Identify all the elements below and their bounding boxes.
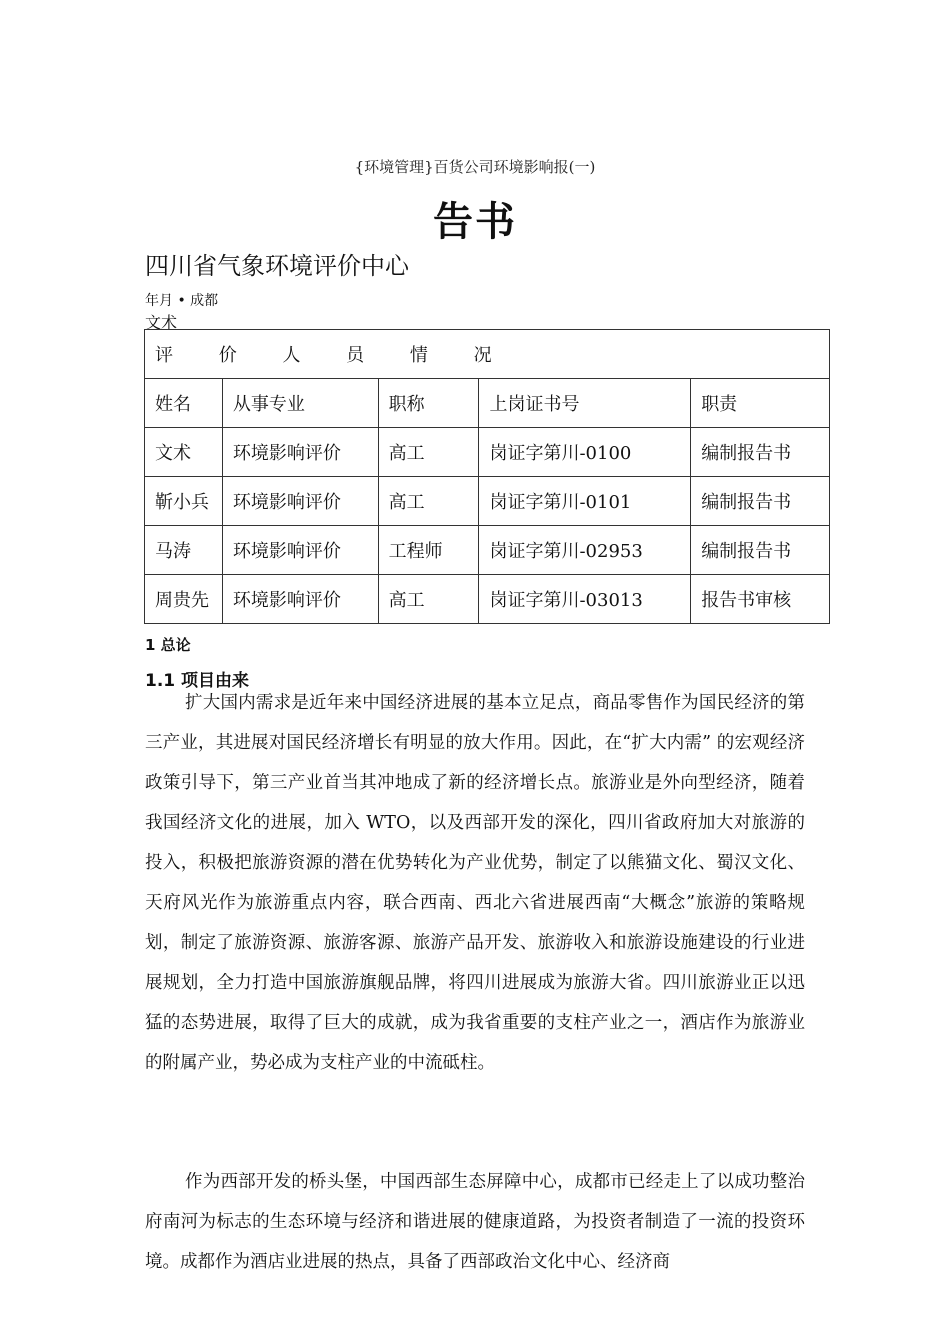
table-row [145, 428, 830, 477]
table-caption-row [145, 330, 830, 379]
table-cell: 环境影响评价 [222, 428, 378, 477]
table-row [145, 575, 830, 624]
author-name: 文术 [145, 313, 178, 332]
table-cell: 工程师 [378, 526, 479, 575]
body-paragraph: 作为西部开发的桥头堡，中国西部生态屏障中心，成都市已经走上了以成功整治府南河为标志的生态环境与经济和谐进展的健康道路，为投资者制造了一流的投资环境。成都作为酒店业进展的热点，具备了西部政治文化中心、经济商 [145, 1172, 805, 1272]
table-cell: 编制报告书 [691, 526, 830, 575]
subsection-heading: 1.1 项目由来 [145, 671, 250, 691]
table-cell: 环境影响评价 [222, 477, 378, 526]
table-cell: 周贵先 [145, 575, 223, 624]
column-header: 上岗证书号 [479, 379, 691, 428]
table-row [145, 477, 830, 526]
document-title-large: 告书 [433, 199, 517, 245]
table-cell: 高工 [378, 477, 479, 526]
table-cell: 岗证字第川-02953 [479, 526, 691, 575]
table-cell: 马涛 [145, 526, 223, 575]
table-caption: 评 价 人 员 情 况 [145, 330, 830, 379]
table-cell: 高工 [378, 575, 479, 624]
body-paragraph: 扩大国内需求是近年来中国经济进展的基本立足点，商品零售作为国民经济的第三产业，其进展对国民经济增长有明显的放大作用。因此，在“扩大内需” 的宏观经济政策引导下，第三产业首当其冲地成了新的经济增长点。旅游业是外向型经济，随着我国经济文化的进展，加入 WTO，以及西部开发的深化，四川省政府加大对旅游的投入，积极把旅游资源的潜在优势转化为产业优势，制定了以熊猫文化、蜀汉文化、天府风光作为旅游重点内容，联合西南、西北六省进展西南“大概念”旅游的策略规划，制定了旅游资源、旅游客源、旅游产品开发、旅游收入和旅游设施建设的行业进展规划，全力打造中国旅游旗舰品牌，将四川进展成为旅游大省。四川旅游业正以迅猛的态势进展，取得了巨大的成就，成为我省重要的支柱产业之一，酒店作为旅游业的附属产业，势必成为支柱产业的中流砥柱。 [145, 693, 805, 1073]
table-cell: 高工 [378, 428, 479, 477]
column-header: 姓名 [145, 379, 223, 428]
column-header: 职称 [378, 379, 479, 428]
table-cell: 环境影响评价 [222, 526, 378, 575]
table-cell: 靳小兵 [145, 477, 223, 526]
table-cell: 岗证字第川-0100 [479, 428, 691, 477]
table-cell: 文术 [145, 428, 223, 477]
table-cell: 环境影响评价 [222, 575, 378, 624]
document-title: {环境管理}百货公司环境影响报(一) [354, 158, 596, 176]
table-cell: 岗证字第川-0101 [479, 477, 691, 526]
organization-name: 四川省气象环境评价中心 [145, 252, 409, 280]
table-cell: 编制报告书 [691, 477, 830, 526]
section-heading: 1 总论 [145, 636, 191, 654]
table-cell: 编制报告书 [691, 428, 830, 477]
column-header: 从事专业 [222, 379, 378, 428]
column-header: 职责 [691, 379, 830, 428]
staff-table [144, 329, 830, 624]
table-cell: 报告书审核 [691, 575, 830, 624]
date-place: 年月 • 成都 [145, 293, 219, 309]
table-header-row [145, 379, 830, 428]
table-row [145, 526, 830, 575]
table-cell: 岗证字第川-03013 [479, 575, 691, 624]
